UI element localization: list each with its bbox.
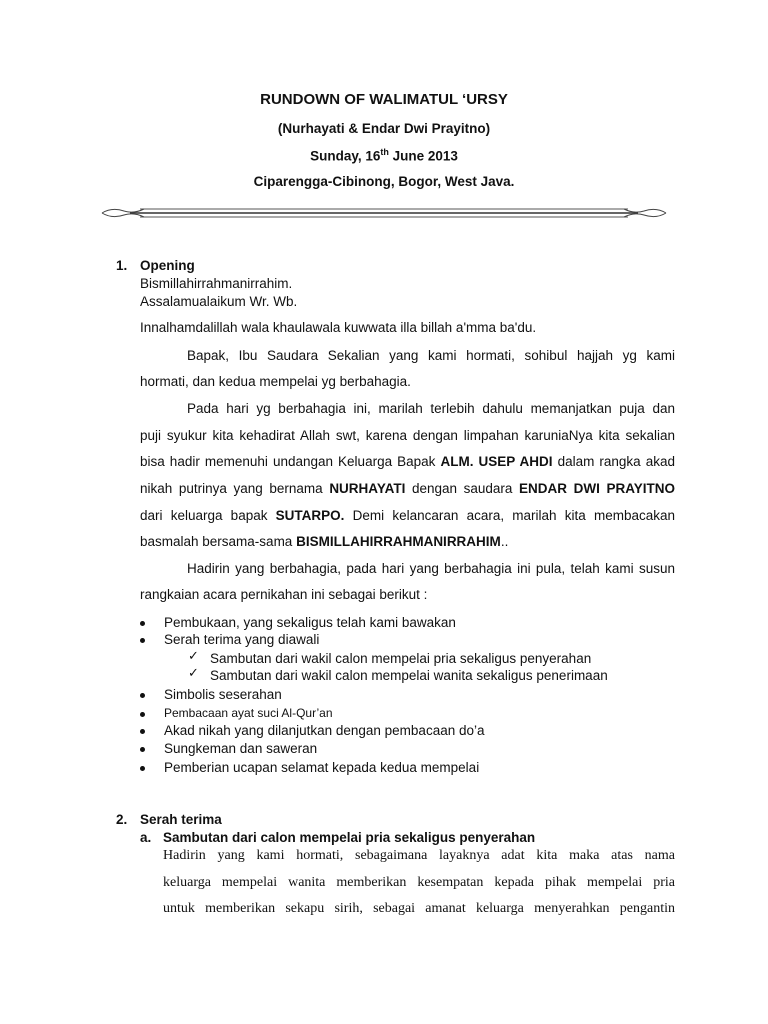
bullet-icon — [140, 712, 145, 717]
paragraph-line: nikah putrinya yang bernama NURHAYATI dengan saudara ENDAR DWI PRAYITNO — [140, 481, 675, 496]
document-title: RUNDOWN OF WALIMATUL ‘URSY — [260, 91, 508, 108]
paragraph-line: untuk memberikan sekapu sirih, sebagai amanat keluarga menyerahkan pengantin — [163, 901, 675, 916]
section-number: 1. — [116, 258, 128, 273]
section-heading-opening: Opening — [140, 258, 195, 273]
paragraph-line: bisa hadir memenuhi undangan Keluarga Bapak ALM. USEP AHDI dalam rangka akad — [140, 454, 675, 469]
paragraph-line: dari keluarga bapak SUTARPO. Demi kelancaran acara, marilah kita membacakan — [140, 508, 675, 523]
text-line: Bismillahirrahmanirrahim. — [140, 276, 293, 291]
bullet-icon — [140, 638, 145, 643]
paragraph-line: keluarga mempelai wanita memberikan kesempatan kepada pihak mempelai pria — [163, 875, 675, 890]
text-line: Assalamualaikum Wr. Wb. — [140, 294, 298, 309]
section-number: 2. — [116, 812, 128, 827]
subsection-letter: a. — [140, 830, 152, 845]
checkmark-icon: ✓ — [188, 666, 199, 681]
paragraph-line: Hadirin yang kami hormati, sebagaimana layaknya adat kita maka atas nama — [163, 848, 675, 863]
paragraph-line: rangkaian acara pernikahan ini sebagai berikut : — [140, 587, 428, 602]
bullet-icon — [140, 693, 145, 698]
ornamental-divider — [100, 203, 668, 223]
couple-names: (Nurhayati & Endar Dwi Prayitno) — [277, 121, 491, 136]
paragraph-line: Hadirin yang berbahagia, pada hari yang berbahagia ini pula, telah kami susun — [187, 561, 675, 576]
subsection-heading: Sambutan dari calon mempelai pria sekaligus penyerahan — [163, 830, 536, 845]
event-date: Sunday, 16th June 2013 — [310, 147, 458, 164]
paragraph-line: basmalah bersama-sama BISMILLAHIRRAHMANIRRAHIM.. — [140, 534, 509, 549]
section-heading-serah-terima: Serah terima — [140, 812, 222, 827]
checkmark-icon: ✓ — [188, 649, 199, 664]
bullet-icon — [140, 621, 145, 626]
bullet-icon — [140, 766, 145, 771]
bullet-icon — [140, 747, 145, 752]
paragraph-line: Pada hari yg berbahagia ini, marilah terlebih dahulu memanjatkan puja dan — [187, 401, 675, 416]
bullet-icon — [140, 729, 145, 734]
document-page: RUNDOWN OF WALIMATUL ‘URSY (Nurhayati & Endar Dwi Prayitno) Sunday, 16th June 2013 Ciparengga-Cibinong, Bogor, West Java. 1. Opening Bismillahirrahmanirrahim. Assalamualaikum Wr. Wb. Innalhamdalillah wala khaulawala kuwwata illa billah a'mma ba'du. Bapak, Ibu Saudara Sekalian yang kami hormati, sohibul hajjah yg kami hormati, dan kedua mempelai yg berbahagia. Pada hari yg berbahagia ini, marilah terlebih dahulu memanjatkan puja dan puji syukur kita kehadirat Allah swt, karena dengan limpahan karuniaNya kita sekalian bisa hadir memenuhi undangan Keluarga Bapak ALM. USEP AHDI dalam rangka akad nikah putrinya yang bernama NURHAYATI dengan saudara ENDAR DWI PRAYITNO dari keluarga bapak SUTARPO. Demi kelancaran acara, marilah kita membacakan basmalah bersama-sama BISMILLAHIRRAHMANIRRAHIM.. Hadirin yang berbahagia, pada hari yang berbahagia ini pula, telah kami susun rangkaian acara pernikahan ini sebagai berikut : Pembukaan, yang sekaligus telah kami bawakan Serah terima yang diawali ✓ Sambutan dari wakil calon mempelai pria sekaligus penyerahan ✓ Sambutan dari wakil calon mempelai wanita sekaligus penerimaan Simbolis seserahan Pembacaan ayat suci Al-Qur’an Akad nikah yang dilanjutkan dengan pembacaan do’a Sungkeman dan saweran Pemberian ucapan selamat kepada kedua mempelai 2. Serah terima a. Sambutan dari calon mempelai pria sekaligus penyerahan Hadirin yang kami hormati, sebagaimana layaknya adat kita maka atas nama keluarga mempelai wanita memberikan kesempatan kepada pihak mempelai pria untuk memberikan sekapu sirih, sebagai amanat keluarga menyerahkan pengantin — [0, 0, 768, 1024]
paragraph-line: Bapak, Ibu Saudara Sekalian yang kami hormati, sohibul hajjah yg kami — [187, 348, 675, 363]
paragraph-line: hormati, dan kedua mempelai yg berbahagia. — [140, 374, 411, 389]
paragraph-line: puji syukur kita kehadirat Allah swt, karena dengan limpahan karuniaNya kita sekalian — [140, 428, 675, 443]
event-location: Ciparengga-Cibinong, Bogor, West Java. — [253, 174, 515, 189]
text-line: Innalhamdalillah wala khaulawala kuwwata illa billah a'mma ba'du. — [140, 320, 537, 335]
